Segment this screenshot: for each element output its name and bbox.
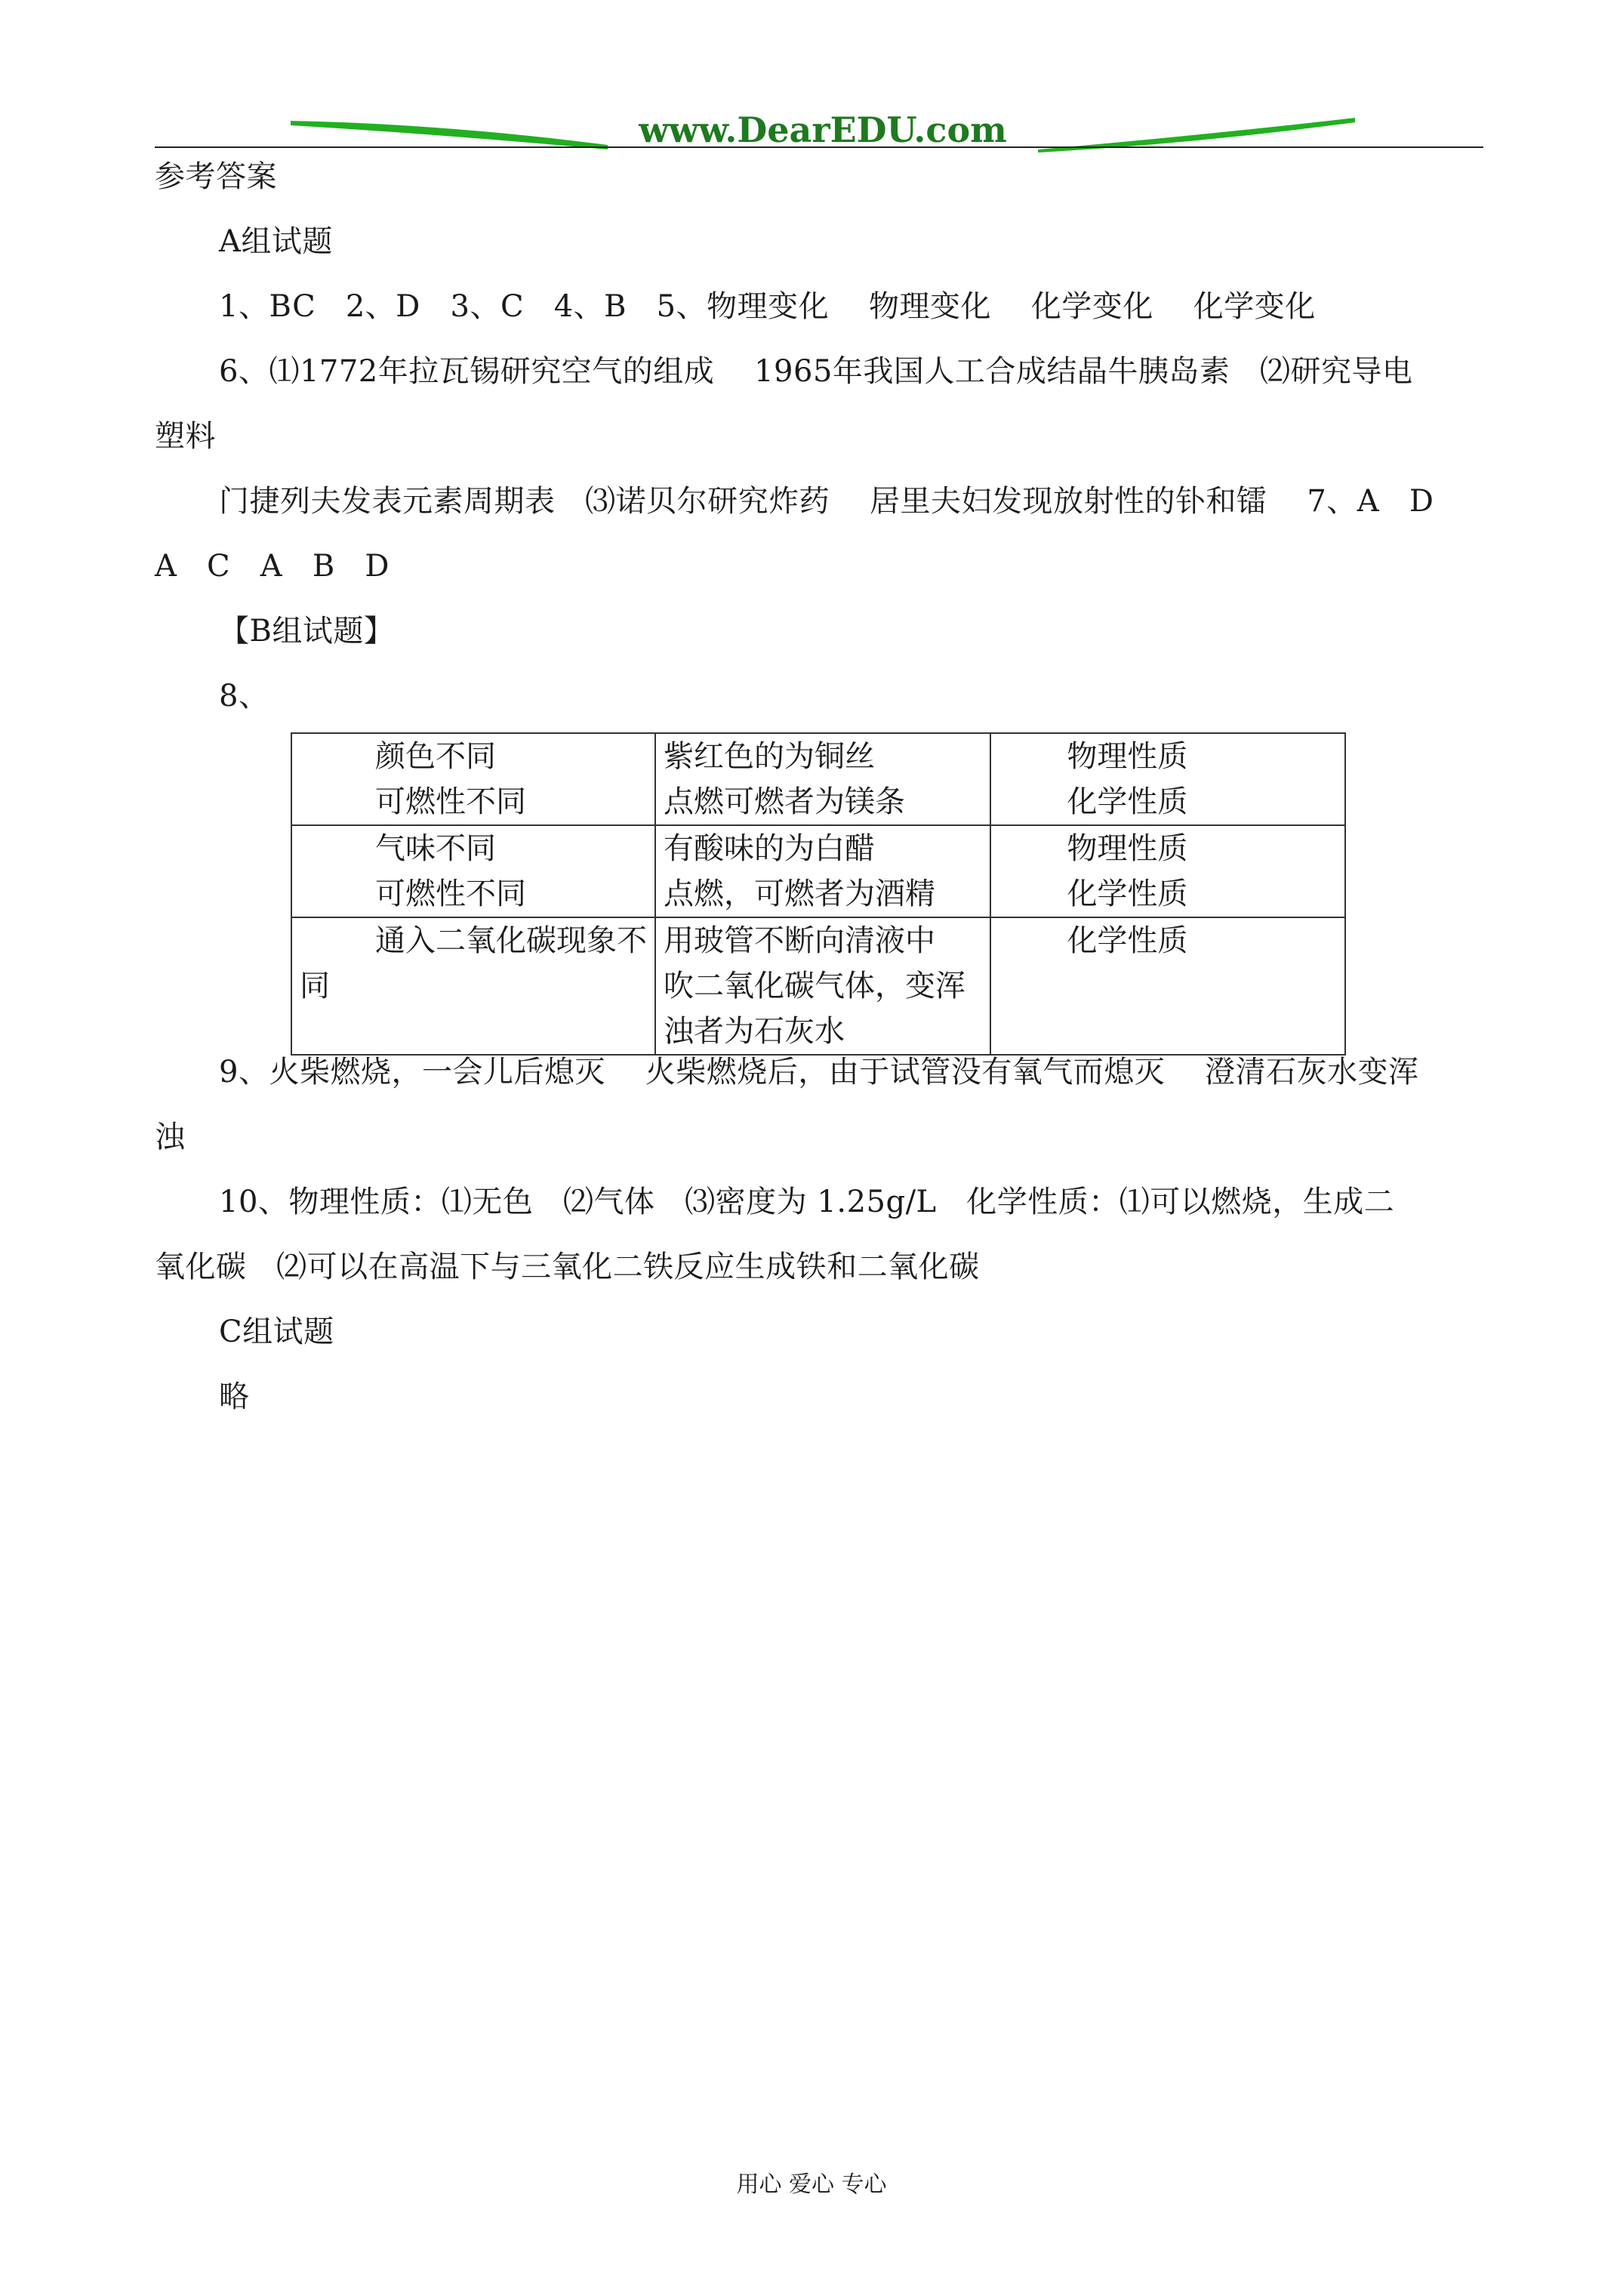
header-rule [155,146,1483,148]
section-c-answer: 略 [219,1379,250,1414]
answer-9-line1: 9、火柴燃烧，一会儿后熄灭 火柴燃烧后，由于试管没有氧气而熄灭 澄清石灰水变浑 [219,1055,1419,1089]
answer-10-line2: 氧化碳 ⑵可以在高温下与三氧化二铁反应生成铁和二氧化碳 [155,1250,980,1284]
table-cell-result: 有酸味的为白醋 点燃，可燃者为酒精 [655,825,990,917]
answer-6-line2: 塑料 [155,419,216,454]
answer-10-line1: 10、物理性质：⑴无色 ⑵气体 ⑶密度为 1.25g/L 化学性质：⑴可以燃烧，生成二 [219,1185,1395,1219]
table-cell-method: 颜色不同 可燃性不同 [291,733,655,825]
table-cell-result: 紫红色的为铜丝 点燃可燃者为镁条 [655,733,990,825]
answers-1-5: 1、BC 2、D 3、C 4、B 5、物理变化 物理变化 化学变化 化学变化 [219,289,1316,324]
site-url: www.DearEDU.com [639,109,1007,150]
question-8-label: 8、 [219,679,269,713]
section-b-title: 【B组试题】 [219,614,395,649]
section-a-title: A组试题 [219,224,333,259]
table-row [291,825,1345,917]
table-cell-method: 通入二氧化碳现象不 同 [291,917,655,1055]
page-title: 参考答案 [155,159,277,194]
table-row [291,733,1345,825]
table-row [291,917,1345,1055]
table-cell-result: 用玻管不断向清液中 吹二氧化碳气体，变浑 浊者为石灰水 [655,917,990,1055]
section-c-title: C组试题 [219,1314,334,1349]
site-header-banner [291,106,1355,153]
answer-6-line1: 6、⑴1772年拉瓦锡研究空气的组成 1965年我国人工合成结晶牛胰岛素 ⑵研究导电 [219,354,1413,389]
table-cell-property: 物理性质 化学性质 [990,825,1345,917]
table-cell-property: 物理性质 化学性质 [990,733,1345,825]
answer-6-line3: 门捷列夫发表元素周期表 ⑶诺贝尔研究炸药 居里夫妇发现放射性的钋和镭 7、A D [219,484,1434,519]
table-cell-property: 化学性质 [990,917,1345,1055]
answer-8-table [291,732,1346,1056]
answer-7-line2: A C A B D [155,549,390,584]
left-swoosh [291,121,608,149]
table-cell-method: 气味不同 可燃性不同 [291,825,655,917]
page-footer: 用心 爱心 专心 [736,2171,887,2198]
answer-9-line2: 浊 [155,1120,186,1154]
